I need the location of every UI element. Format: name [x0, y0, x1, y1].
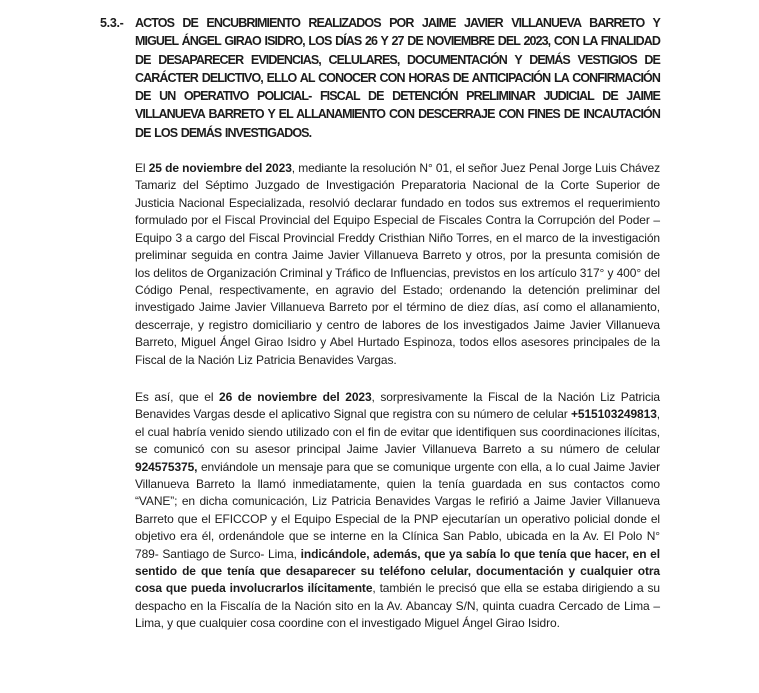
text-run-bold-phone: +515103249813 — [570, 407, 657, 422]
text-run: , sorpresivamente la Fiscal de la Nación Liz Patricia Benavides Vargas desde el aplicativo Signal que registra con su número de celular — [135, 389, 661, 422]
section-header — [100, 14, 660, 142]
text-run: , el cual habría venido siendo utilizado con el fin de evitar que identifiquen sus coordinaciones ilícitas, se comunicó con su asesor principal Jaime Javier Villanueva Barreto a su número de celular — [135, 407, 660, 457]
text-run-bold-date: 26 de noviembre del 2023 — [219, 389, 372, 404]
text-run: El — [135, 161, 149, 176]
text-run: , también le precisó que ella se estaba dirigiendo a su despacho en la Fiscalía de la Nación sito en la Av. Abancay S/N, quinta cuadra Cercado de Lima – Lima, y que cualquier cosa coordine con el investigado Miguel Ángel Girao Isidro. — [135, 581, 660, 631]
section-heading: ACTOS DE ENCUBRIMIENTO REALIZADOS POR JAIME JAVIER VILLANUEVA BARRETO Y MIGUEL ÁNGEL GIRAO ISIDRO, LOS DÍAS 26 Y 27 DE NOVIEMBRE DEL 2023, CON LA FINALIDAD DE DESAPARECER EVIDENCIAS, CELULARES, DOCUMENTACIÓN Y DEMÁS VESTIGIOS DE CARÁCTER DELICTIVO, ELLO AL CONOCER CON HORAS DE ANTICIPACIÓN LA CONFIRMACIÓN DE UN OPERATIVO POLICIAL- FISCAL DE DETENCIÓN PRELIMINAR JUDICIAL DE JAIME VILLANUEVA BARRETO Y EL ALLANAMIENTO CON DESCERRAJE CON FINES DE INCAUTACIÓN DE LOS DEMÁS INVESTIGADOS. — [135, 16, 660, 140]
text-run-bold-order: indicándole, además, que ya sabía lo que tenía que hacer, en el sentido de que tenía que desaparecer su teléfono celular, documentación y cualquier otra cosa que pueda involucrarlos ilícitamente — [135, 546, 660, 596]
text-run: , mediante la resolución N° 01, el señor Juez Penal Jorge Luis Chávez Tamariz del Séptimo Juzgado de Investigación Preparatoria Nacional de la Corte Superior de Justicia Nacional Especializada, resolvió declarar fundado en todos sus extremos el requerimiento formulado por el Fiscal Provincial del Equipo Especial de Fiscales Contra la Corrupción del Poder – Equipo 3 a cargo del Fiscal Provincial Freddy Cristhian Niño Torres, en el marco de la investigación preliminar seguida en contra Jaime Javier Villanueva Barreto y otros, por la presunta comisión de los delitos de Organización Criminal y Tráfico de Influencias, previstos en los artículo 317° y 400° del Código Penal, respectivamente, en agravio del Estado; ordenando la detención preliminar del investigado Jaime Javier Villanueva Barreto por el término de diez días, así como el allanamiento, descerraje, y registro domiciliario y centro de labores de los investigados Jaime Javier Villanueva Barreto, Miguel Ángel Girao Isidro y Abel Hurtado Espinoza, todos ellos asesores principales de la Fiscal de la Nación Liz Patricia Benavides Vargas. — [135, 161, 660, 367]
text-run: enviándole un mensaje para que se comunique urgente con ella, a lo cual Jaime Javier Villanueva Barreto la llamó inmediatamente, quien la tenía guardada en sus contactos como “VANE”; en dicha comunicación, Liz Patricia Benavides Vargas le refirió a Jaime Javier Villanueva Barreto que el EFICCOP y el Equipo Especial de la PNP ejecutarían un operativo policial donde el objetivo era él, ordenándole que se interne en la Clínica San Pablo, ubicada en la Av. El Polo N° 789- Santiago de Surco- Lima, — [135, 459, 660, 561]
section-number: 5.3.- — [100, 16, 124, 30]
text-run: Es así, que el — [135, 389, 220, 404]
paragraph-resolution-25-nov — [135, 160, 660, 369]
text-run-bold-phone: 924575375, — [135, 459, 198, 474]
paragraph-communication-26-nov — [135, 389, 660, 633]
text-run-bold-date: 25 de noviembre del 2023 — [148, 161, 292, 176]
